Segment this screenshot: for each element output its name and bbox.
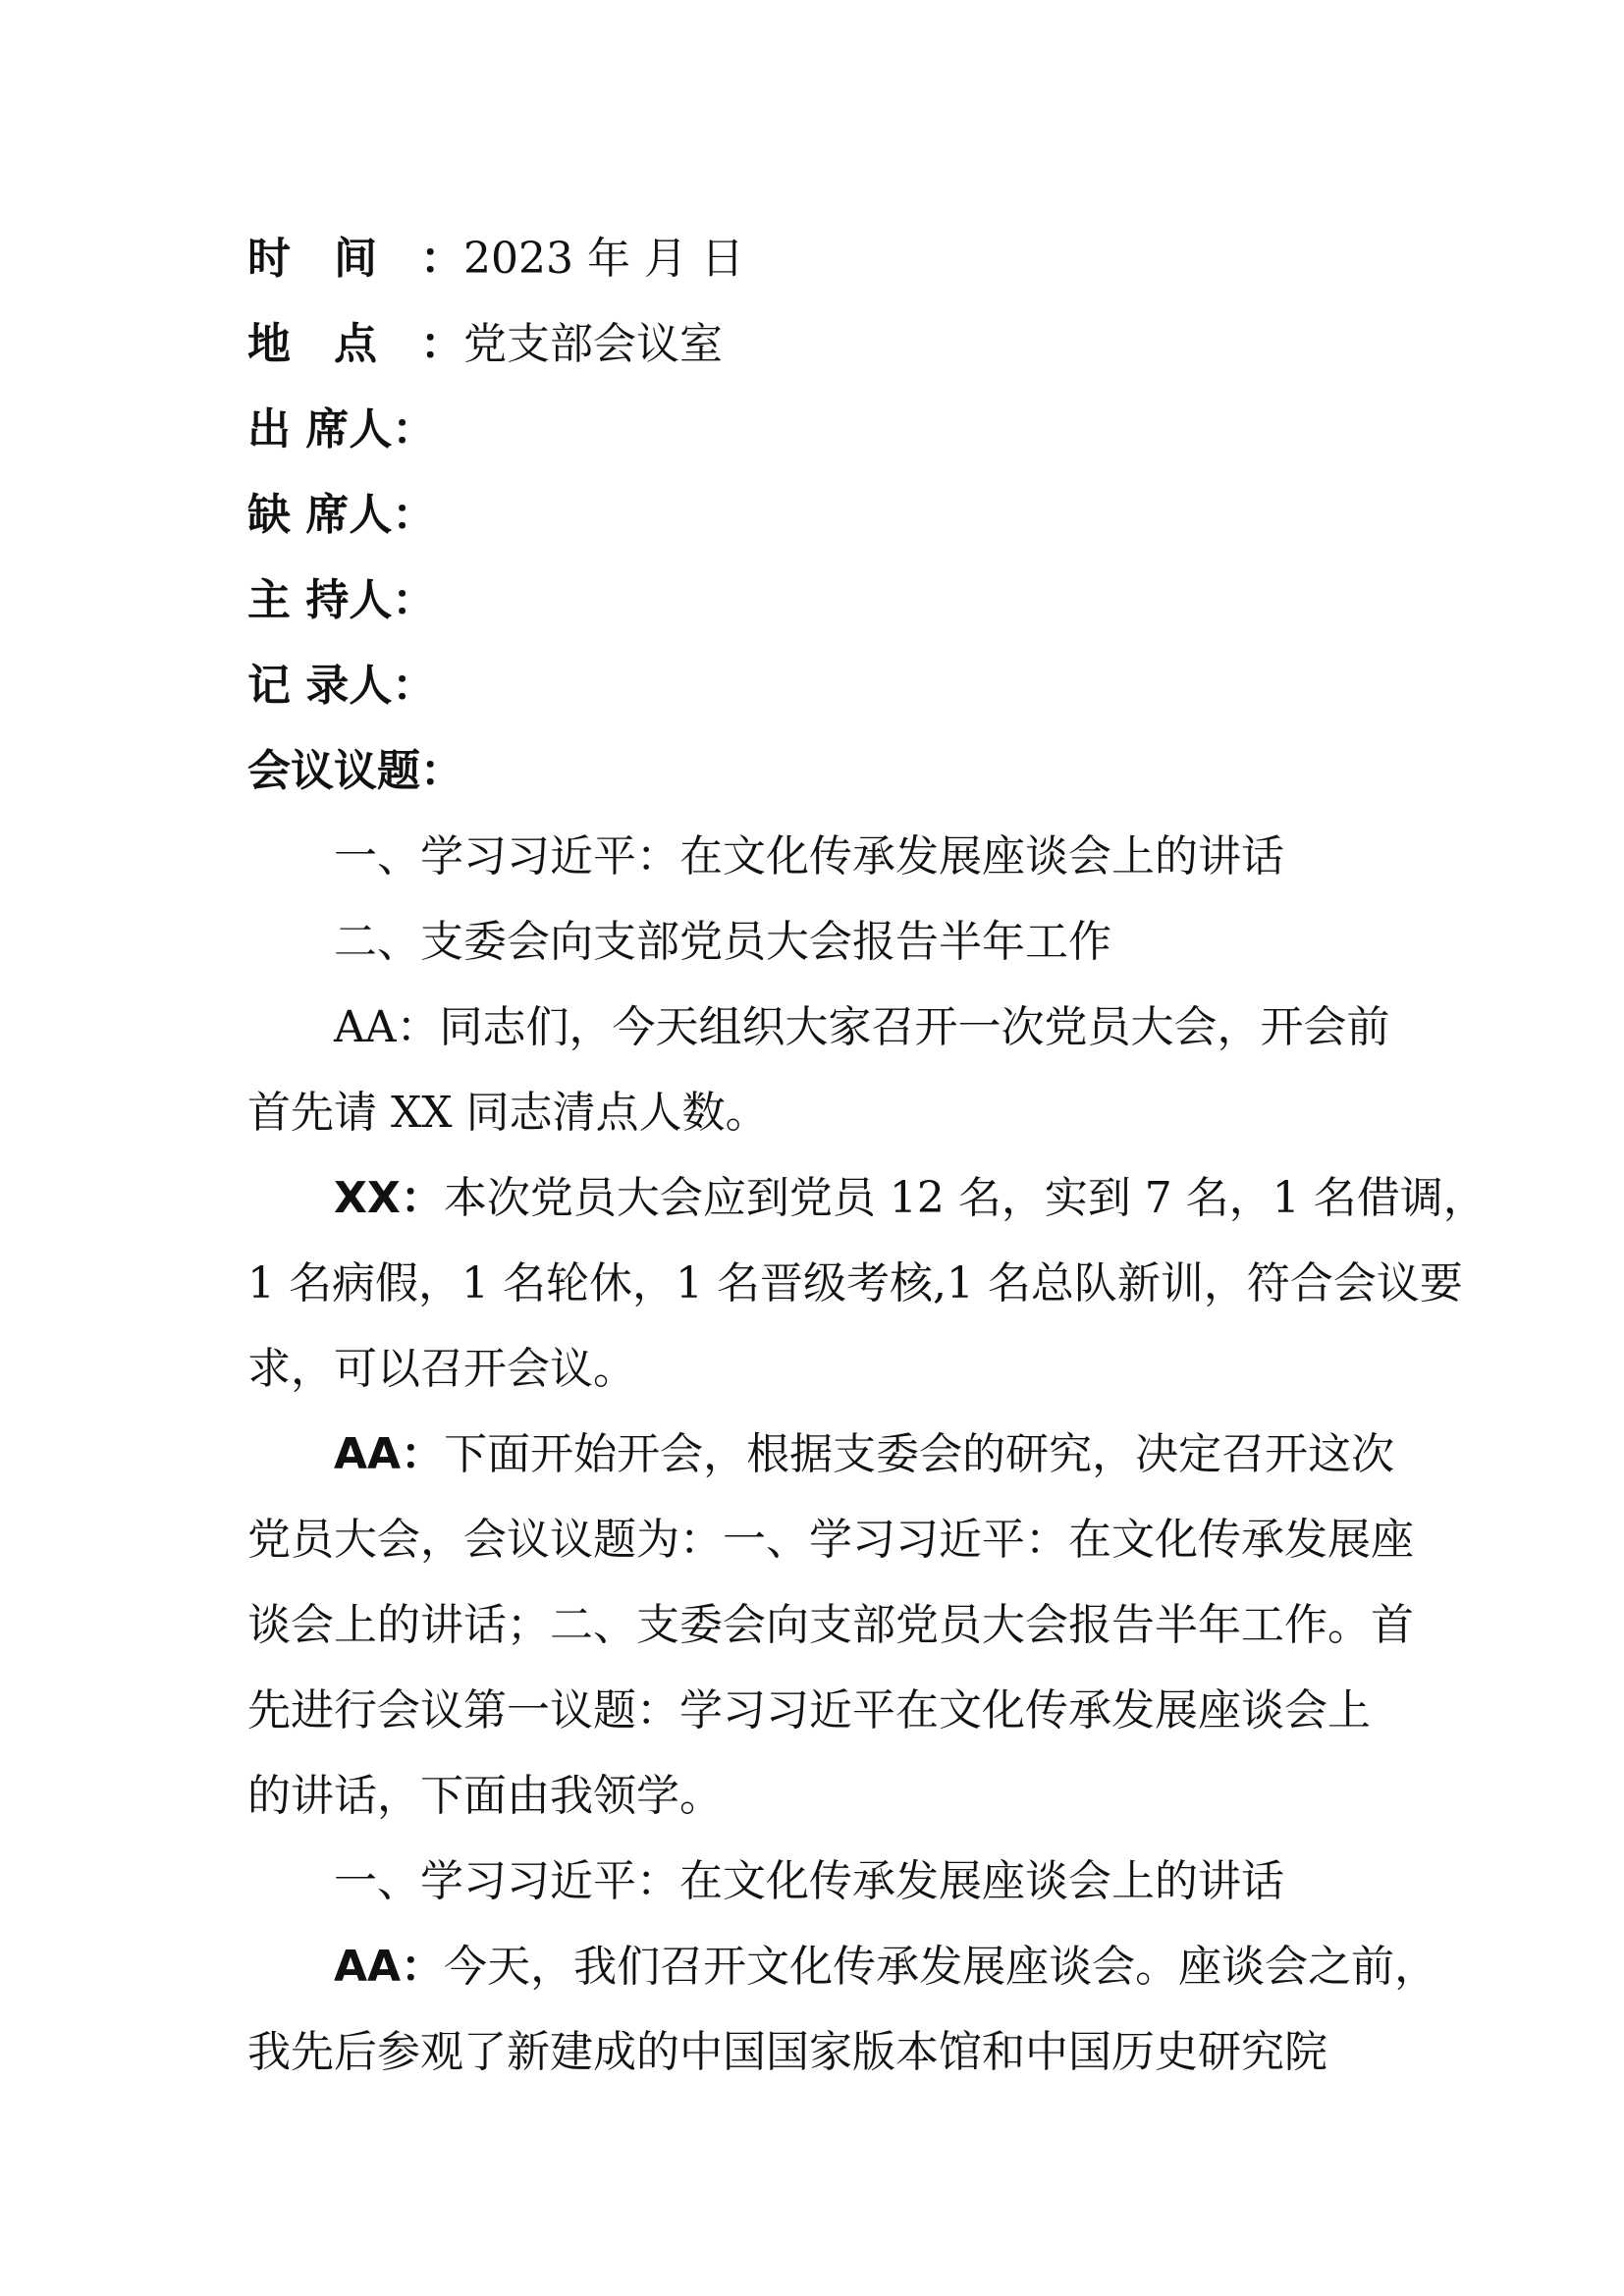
paragraph-3-line-5: 的讲话，下面由我领学。 bbox=[247, 1771, 723, 1821]
paragraph-text: 下面开始开会，根据支委会的研究，决定召开这次 bbox=[444, 1429, 1395, 1479]
paragraph-1-line-2: 首先请 XX 同志清点人数。 bbox=[247, 1088, 769, 1138]
time-colon: ： bbox=[420, 234, 463, 284]
topic-item-2: 二、支委会向支部党员大会报告半年工作 bbox=[334, 917, 1111, 967]
place-value: 党支部会议室 bbox=[463, 319, 723, 369]
section-1-title: 一、学习习近平：在文化传承发展座谈会上的讲话 bbox=[334, 1856, 1284, 1906]
paragraph-3-line-4: 先进行会议第一议题：学习习近平在文化传承发展座谈会上 bbox=[247, 1685, 1371, 1735]
time-value: 2023 年 月 日 bbox=[463, 234, 744, 284]
attendees-label: 出 席人： bbox=[247, 404, 436, 454]
topic-item-1: 一、学习习近平：在文化传承发展座谈会上的讲话 bbox=[334, 831, 1284, 881]
paragraph-3-line-1 bbox=[334, 1427, 1394, 1482]
paragraph-text: 今天，我们召开文化传承发展座谈会。座谈会之前， bbox=[444, 1942, 1438, 1992]
speaker-aa: AA： bbox=[334, 1429, 445, 1479]
paragraph-4-line-1 bbox=[334, 1940, 1437, 1995]
time-label: 时间 bbox=[247, 234, 420, 284]
speaker-aa: AA： bbox=[334, 1942, 445, 1992]
speaker-xx: XX： bbox=[334, 1173, 444, 1223]
absent-label: 缺 席人： bbox=[247, 490, 436, 540]
place-row bbox=[247, 317, 723, 372]
paragraph-text: ：同志们，今天组织大家召开一次党员大会，开会前 bbox=[396, 1002, 1390, 1052]
paragraph-text: 本次党员大会应到党员 12 名，实到 7 名，1 名借调， bbox=[443, 1173, 1487, 1223]
paragraph-2-line-1 bbox=[334, 1171, 1487, 1226]
time-row bbox=[247, 232, 744, 287]
paragraph-4-line-2: 我先后参观了新建成的中国国家版本馆和中国历史研究院 bbox=[247, 2027, 1327, 2077]
paragraph-1-line-1 bbox=[334, 1000, 1390, 1055]
host-label: 主 持人： bbox=[247, 575, 436, 625]
paragraph-3-line-3: 谈会上的讲话；二、支委会向支部党员大会报告半年工作。首 bbox=[247, 1600, 1414, 1650]
place-label: 地点 bbox=[247, 319, 420, 369]
paragraph-3-line-2: 党员大会，会议议题为：一、学习习近平：在文化传承发展座 bbox=[247, 1515, 1414, 1565]
speaker-aa: AA bbox=[334, 1002, 397, 1052]
paragraph-2-line-3: 求，可以召开会议。 bbox=[247, 1344, 636, 1394]
place-colon: ： bbox=[420, 319, 463, 369]
topics-label: 会议议题： bbox=[247, 746, 463, 796]
paragraph-2-line-2: 1 名病假，1 名轮休，1 名晋级考核,1 名总队新训，符合会议要 bbox=[247, 1258, 1463, 1308]
recorder-label: 记 录人： bbox=[247, 661, 436, 711]
